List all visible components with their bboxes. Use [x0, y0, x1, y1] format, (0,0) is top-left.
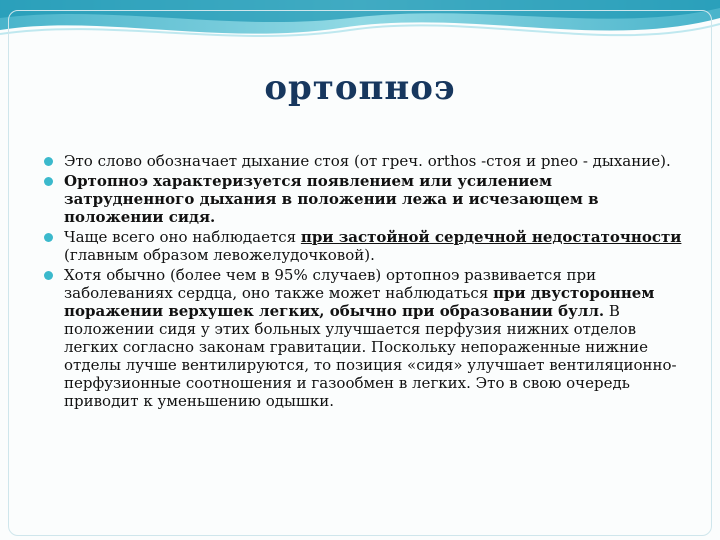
- list-item: [44, 228, 684, 264]
- bullet-lead-text: Чаще всего оно наблюдается: [64, 228, 301, 246]
- bullet-icon: [44, 177, 53, 186]
- bullet-list: [44, 152, 684, 410]
- bullet-tail-text: В положении сидя у этих больных улучшается перфузия нижних отделов легких согласно законам гравитации. Поскольку непораженные нижние отделы лучше вентилируются, то позиция «сидя» улучшает вентиляционно-перфузионные соотношения и газообмен в легких. Это в свою очередь приводит к уменьшению одышки.: [64, 302, 677, 410]
- bullet-lead-text: Хотя обычно (более чем в 95% случаев) ортопноэ развивается при заболеваниях сердца, оно также может наблюдаться: [64, 266, 597, 302]
- bullet-underlined-text: при застойной сердечной недостаточности: [300, 228, 682, 246]
- bullet-bold-text: Ортопноэ характеризуется появлением или усилением затрудненного дыхания в положении лежа и исчезающем в положении сидя.: [64, 172, 599, 226]
- bullet-icon: [44, 157, 53, 166]
- list-item: [44, 266, 684, 410]
- slide-title: ортопноэ: [264, 68, 456, 108]
- bullet-bold-text: при двустороннем поражении верхушек легких, обычно при образовании булл.: [64, 284, 655, 320]
- bullet-icon: [44, 233, 53, 242]
- list-item: [44, 152, 684, 170]
- list-item: [44, 172, 684, 226]
- bullet-tail-text: (главным образом левожелудочковой).: [64, 246, 375, 264]
- bullet-icon: [44, 271, 53, 280]
- slide-content: [44, 152, 684, 412]
- bullet-text: Это слово обозначает дыхание стоя (от греч. orthos -стоя и pneo - дыхание).: [64, 152, 671, 170]
